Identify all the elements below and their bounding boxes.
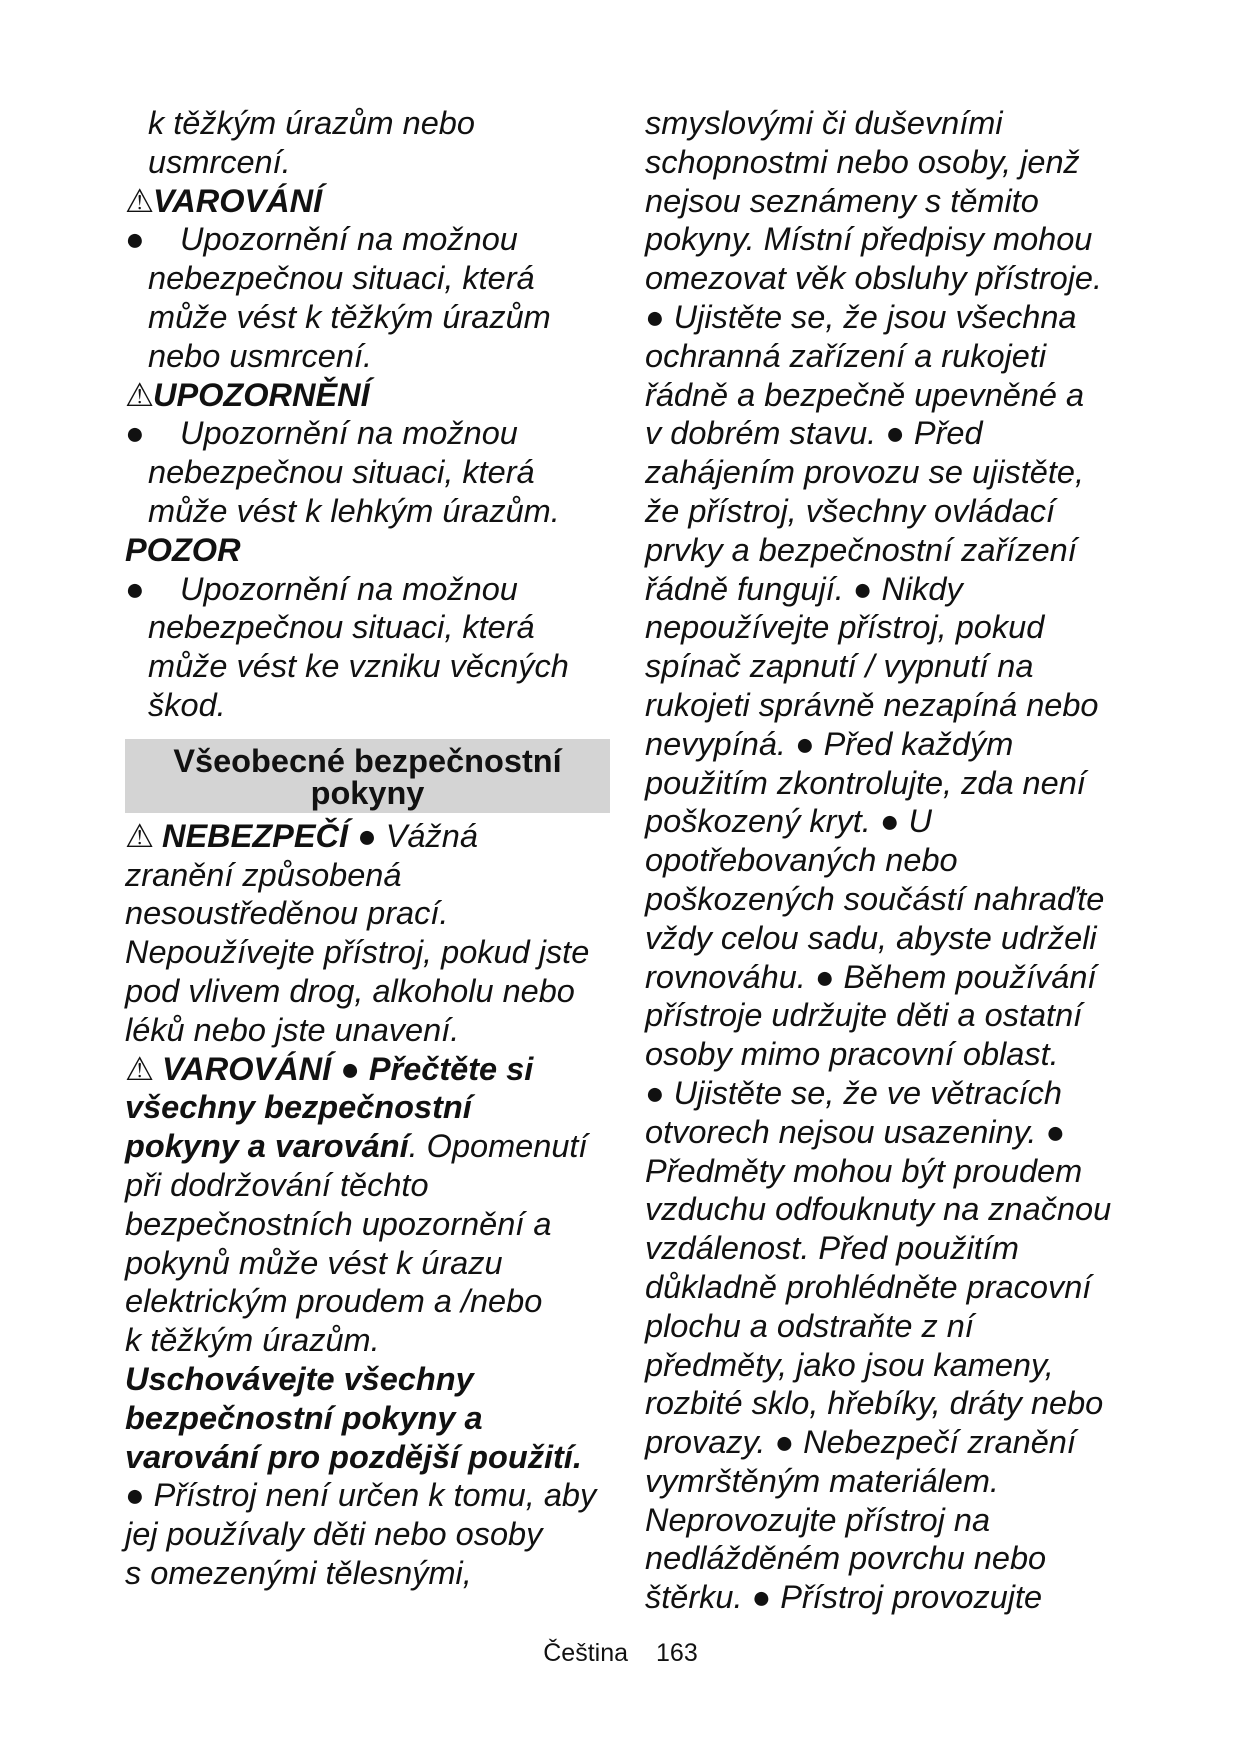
section-title-box — [125, 739, 610, 813]
text-line: všechny bezpečnostní — [125, 1089, 472, 1126]
text-line: může vést k lehkým úrazům. — [148, 492, 560, 529]
text-line: může vést ke vzniku věcných — [148, 648, 569, 685]
notice-heading: POZOR — [125, 531, 241, 568]
text-line: Nepoužívejte přístroj, pokud jste — [125, 934, 590, 971]
text-line: nebo usmrcení. — [148, 337, 373, 374]
caution-heading: ⚠UPOZORNĚNÍ — [125, 376, 370, 413]
text-line: Předměty mohou být proudem — [645, 1152, 1083, 1189]
text-line: usmrcení. — [148, 143, 291, 180]
keep-instructions-line: bezpečnostní pokyny a — [125, 1399, 483, 1436]
text-line: použitím zkontrolujte, zda není — [645, 764, 1086, 801]
text-line: rukojeti správně nezapíná nebo — [645, 686, 1099, 723]
text-line: omezovat věk obsluhy přístroje. — [645, 260, 1103, 297]
text-line: ochranná zařízení a rukojeti — [645, 337, 1047, 374]
footer-language: Čeština — [543, 1639, 629, 1667]
keep-instructions-line: Uschovávejte všechny — [125, 1360, 474, 1397]
text-line: pokyny. Místní předpisy mohou — [645, 221, 1093, 258]
text-line: pod vlivem drog, alkoholu nebo — [125, 972, 575, 1009]
text-line: k těžkým úrazům nebo — [148, 105, 475, 141]
text-line: předměty, jako jsou kameny, — [645, 1346, 1054, 1383]
page-number: 163 — [656, 1639, 698, 1667]
warning-triangle-icon: ⚠ — [125, 1050, 155, 1087]
text-line: spínač zapnutí / vypnutí na — [645, 648, 1034, 685]
read-warning-heading: VAROVÁNÍ — [162, 1050, 332, 1087]
text-line: ● Ujistěte se, že ve větracích — [645, 1074, 1063, 1111]
warning-heading: ⚠VAROVÁNÍ — [125, 182, 323, 219]
bullet-line: ● Upozornění na možnou — [125, 570, 518, 607]
text-line: pokyny a varování. Opomenutí — [125, 1128, 588, 1165]
text-line: vždy celou sadu, abyste udrželi — [645, 919, 1097, 956]
bullet-icon: ● — [125, 221, 145, 258]
text-line: poškozený kryt. ● U — [645, 803, 932, 840]
text-line: bezpečnostních upozornění a — [125, 1205, 552, 1242]
text-line: otvorech nejsou usazeniny. ● — [645, 1113, 1066, 1150]
section-title-line: Všeobecné bezpečnostní — [173, 742, 562, 779]
text-line: zahájením provozu se ujistěte, — [645, 454, 1084, 491]
text-line: schopnostmi nebo osoby, jenž — [645, 143, 1080, 180]
text-line: elektrickým proudem a /nebo — [125, 1283, 543, 1320]
text-line: řádně fungují. ● Nikdy — [645, 570, 963, 607]
read-warning-line: ⚠ VAROVÁNÍ ● Přečtěte si — [125, 1050, 534, 1087]
text-line: při dodržování těchto — [125, 1166, 429, 1203]
text-line: Neprovozujte přístroj na — [645, 1501, 991, 1538]
left-column — [125, 104, 610, 1593]
bullet-line: ● Upozornění na možnou — [125, 415, 518, 452]
text-line: zranění způsobená — [125, 856, 402, 893]
text-line: nepoužívejte přístroj, pokud — [645, 609, 1045, 646]
text-line: pokynů může vést k úrazu — [125, 1244, 503, 1281]
right-column — [645, 104, 1145, 1617]
bullet-icon: ● — [125, 570, 145, 607]
text-line: osoby mimo pracovní oblast. — [645, 1036, 1059, 1073]
bullet-line: ● Upozornění na možnou — [125, 221, 518, 258]
text-line: poškozených součástí nahraďte — [645, 880, 1105, 917]
text-line: opotřebovaných nebo — [645, 842, 958, 879]
text-line: nevypíná. ● Před každým — [645, 725, 1014, 762]
text-line: štěrku. ● Přístroj provozujte — [645, 1579, 1043, 1616]
text-line: s omezenými tělesnými, — [125, 1554, 472, 1591]
text-line: k těžkým úrazům. — [125, 1322, 380, 1359]
text-line: nebezpečnou situaci, která — [148, 454, 535, 491]
text-line: smyslovými či duševními — [645, 105, 1003, 141]
text-line: nejsou seznámeny s těmito — [645, 182, 1039, 219]
text-line: ● Přístroj není určen k tomu, aby — [125, 1477, 597, 1514]
warning-triangle-icon: ⚠ — [125, 817, 155, 854]
text-line: přístroje udržujte děti a ostatní — [645, 997, 1083, 1034]
danger-heading: NEBEZPEČÍ — [162, 817, 349, 854]
section-title-line: pokyny — [310, 774, 425, 811]
text-line: jej používaly děti nebo osoby — [125, 1516, 543, 1553]
keep-instructions-line: varování pro pozdější použití. — [125, 1438, 582, 1475]
text-line: může vést k těžkým úrazům — [148, 298, 551, 335]
text-line: prvky a bezpečnostní zařízení — [645, 531, 1077, 568]
text-line: rovnováhu. ● Během používání — [645, 958, 1097, 995]
warning-triangle-icon: ⚠ — [125, 376, 155, 413]
text-line: plochu a odstraňte z ní — [645, 1307, 974, 1344]
text-line: škod. — [148, 686, 226, 723]
text-line: řádně a bezpečně upevněné a — [645, 376, 1085, 413]
text-line: nebezpečnou situaci, která — [148, 609, 535, 646]
text-line: vymrštěným materiálem. — [645, 1462, 999, 1499]
text-line: v dobrém stavu. ● Před — [645, 415, 983, 452]
text-line: vzdálenost. Před použitím — [645, 1230, 1019, 1267]
text-line: provazy. ● Nebezpečí zranění — [645, 1424, 1076, 1461]
text-line: rozbité sklo, hřebíky, dráty nebo — [645, 1385, 1104, 1422]
text-line: nesoustředěnou prací. — [125, 895, 449, 932]
text-line: nedlážděném povrchu nebo — [645, 1540, 1047, 1577]
page-footer — [0, 1634, 1241, 1673]
text-line: že přístroj, všechny ovládací — [645, 492, 1056, 529]
text-line: vzduchu odfouknuty na značnou — [645, 1191, 1112, 1228]
bullet-icon: ● — [125, 415, 145, 452]
text-line: léků nebo jste unavení. — [125, 1011, 460, 1048]
text-line: nebezpečnou situaci, která — [148, 260, 535, 297]
text-line: důkladně prohlédněte pracovní — [645, 1268, 1092, 1305]
warning-triangle-icon: ⚠ — [125, 182, 155, 219]
text-line: ● Ujistěte se, že jsou všechna — [645, 298, 1077, 335]
danger-line: ⚠ NEBEZPEČÍ ● Vážná — [125, 817, 478, 854]
